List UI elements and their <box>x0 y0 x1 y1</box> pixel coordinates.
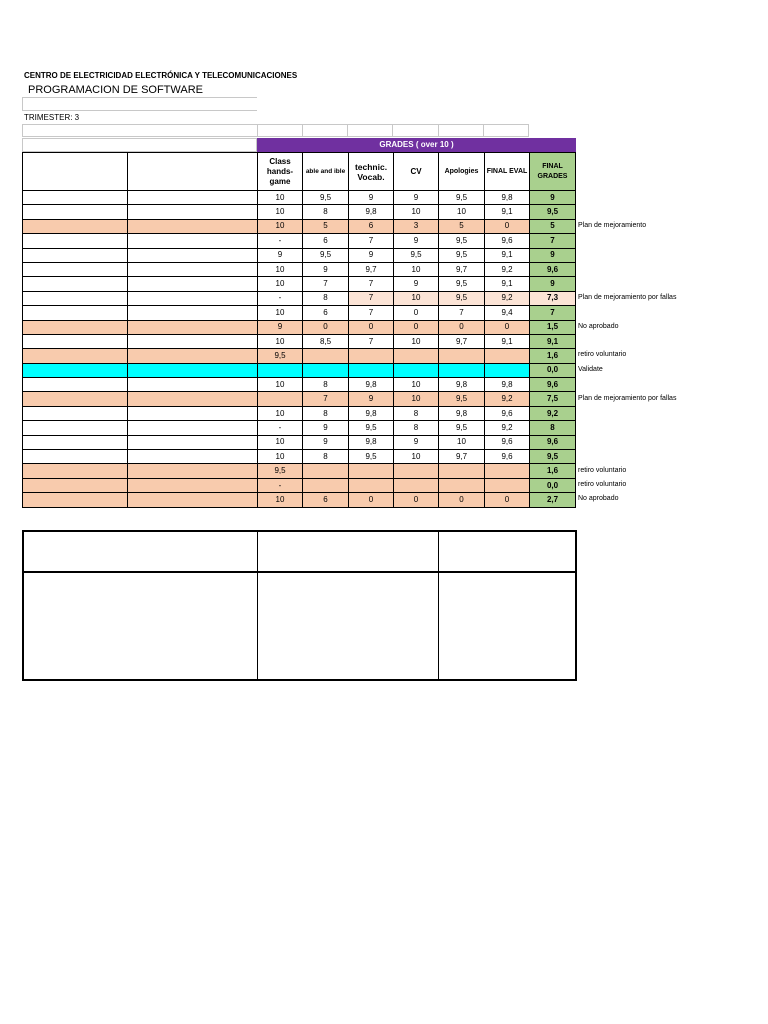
grade-cell: 6 <box>303 306 349 320</box>
grade-cell: 9,8 <box>349 378 394 392</box>
grade-cell: 9,5 <box>303 191 349 205</box>
grade-cell: 8 <box>303 291 349 305</box>
grade-cell: 0 <box>485 493 530 507</box>
grade-cell: 9 <box>258 320 303 334</box>
grade-cell: 10 <box>394 205 439 219</box>
grade-cell <box>349 349 394 363</box>
grade-cell: 9 <box>394 234 439 248</box>
column-header: FINAL EVAL <box>485 153 530 191</box>
grade-cell: 9,5 <box>439 291 485 305</box>
grade-cell: 0 <box>349 493 394 507</box>
grade-cell: 6 <box>303 493 349 507</box>
column-header: CV <box>394 153 439 191</box>
grade-cell: 10 <box>258 334 303 348</box>
grade-cell: 7 <box>349 277 394 291</box>
grade-cell <box>394 349 439 363</box>
student-name-cell <box>23 392 128 406</box>
grade-cell: 9,2 <box>485 262 530 276</box>
student-id-cell <box>128 320 258 334</box>
grade-cell: 9 <box>258 248 303 262</box>
final-grade-cell: 9,5 <box>530 450 576 464</box>
student-name-cell <box>23 234 128 248</box>
row-note: No aprobado <box>578 495 619 503</box>
grade-cell: 9,2 <box>485 392 530 406</box>
final-grade-cell: 8 <box>530 421 576 435</box>
student-id-cell <box>128 248 258 262</box>
table-row <box>23 277 576 291</box>
final-grade-cell: 7 <box>530 306 576 320</box>
student-name-cell <box>23 262 128 276</box>
grade-cell: 0 <box>485 320 530 334</box>
grade-cell: 9,2 <box>485 291 530 305</box>
student-name-cell <box>23 493 128 507</box>
final-grade-cell: 7,5 <box>530 392 576 406</box>
grade-cell: 9 <box>349 248 394 262</box>
table-row <box>23 493 576 507</box>
box-divider <box>24 571 575 573</box>
grade-cell <box>439 478 485 492</box>
student-id-cell <box>128 378 258 392</box>
grade-cell: 9 <box>349 392 394 406</box>
grade-cell <box>485 478 530 492</box>
table-row <box>23 464 576 478</box>
table-row <box>23 450 576 464</box>
student-id-cell <box>128 392 258 406</box>
grade-cell: 3 <box>394 219 439 233</box>
grade-cell: 9,1 <box>485 277 530 291</box>
grade-cell: 0 <box>303 320 349 334</box>
grade-cell: 7 <box>439 306 485 320</box>
student-name-cell <box>23 435 128 449</box>
grade-cell: 10 <box>394 262 439 276</box>
grade-cell: 8 <box>303 205 349 219</box>
grade-cell: 8,5 <box>303 334 349 348</box>
final-grade-cell: 9,6 <box>530 435 576 449</box>
grade-cell: 9,5 <box>349 421 394 435</box>
grade-cell <box>303 349 349 363</box>
final-grade-cell: 9 <box>530 248 576 262</box>
student-id-cell <box>128 349 258 363</box>
student-name-cell <box>23 334 128 348</box>
student-name-cell <box>23 320 128 334</box>
grade-cell: 9,8 <box>485 191 530 205</box>
grades-table <box>22 152 576 508</box>
grade-cell: 8 <box>394 406 439 420</box>
grade-cell: 9,1 <box>485 248 530 262</box>
grade-cell: 10 <box>394 378 439 392</box>
grade-cell: 8 <box>303 450 349 464</box>
program-title: PROGRAMACION DE SOFTWARE <box>28 84 203 96</box>
grade-cell: 9,2 <box>485 421 530 435</box>
row-note: retiro voluntario <box>578 351 627 359</box>
box-divider <box>438 532 439 679</box>
grade-cell: 10 <box>439 435 485 449</box>
grade-cell: 9,8 <box>349 205 394 219</box>
student-name-cell <box>23 306 128 320</box>
student-name-cell <box>23 191 128 205</box>
final-grade-cell: 9,5 <box>530 205 576 219</box>
grade-cell: 9,7 <box>439 334 485 348</box>
final-grade-cell: 0,0 <box>530 478 576 492</box>
grade-cell: 9,5 <box>258 464 303 478</box>
table-row <box>23 306 576 320</box>
student-name-cell <box>23 421 128 435</box>
row-note: Plan de mejoramiento <box>578 221 647 229</box>
row-note: retiro voluntario <box>578 466 627 474</box>
row-note: Validate <box>578 365 603 373</box>
grade-cell <box>394 464 439 478</box>
final-grade-cell: 9,1 <box>530 334 576 348</box>
grade-cell: 10 <box>439 205 485 219</box>
student-id-cell <box>128 450 258 464</box>
table-row <box>23 435 576 449</box>
grade-cell: - <box>258 478 303 492</box>
column-header: FINAL GRADES <box>530 153 576 191</box>
grade-cell: 10 <box>394 392 439 406</box>
grade-cell: 10 <box>258 450 303 464</box>
grade-cell: 9 <box>349 191 394 205</box>
grade-cell <box>303 363 349 377</box>
grade-cell: 0 <box>394 493 439 507</box>
header-divider <box>22 97 257 98</box>
grade-cell <box>303 478 349 492</box>
grade-cell: 9,6 <box>485 234 530 248</box>
grade-cell: 10 <box>258 378 303 392</box>
grade-cell: 9,5 <box>439 234 485 248</box>
column-header-row <box>23 153 576 191</box>
box-divider <box>257 532 258 679</box>
student-id-cell <box>128 277 258 291</box>
grade-cell: 9,6 <box>485 450 530 464</box>
final-grade-cell: 9,2 <box>530 406 576 420</box>
final-grade-cell: 1,6 <box>530 464 576 478</box>
grade-cell: 10 <box>394 334 439 348</box>
grade-cell: 7 <box>303 277 349 291</box>
student-id-cell <box>128 493 258 507</box>
final-grade-cell: 7,3 <box>530 291 576 305</box>
student-name-cell <box>23 478 128 492</box>
column-header: Apologies <box>439 153 485 191</box>
table-row <box>23 219 576 233</box>
student-id-header <box>128 153 258 191</box>
grade-cell <box>439 464 485 478</box>
grade-cell: 10 <box>258 435 303 449</box>
grade-cell: 9,1 <box>485 334 530 348</box>
student-name-cell <box>23 291 128 305</box>
grade-cell: 9,5 <box>439 248 485 262</box>
final-grade-cell: 2,7 <box>530 493 576 507</box>
grade-cell: 9 <box>303 421 349 435</box>
student-id-cell <box>128 219 258 233</box>
grade-cell: 9 <box>394 435 439 449</box>
grade-cell: 9 <box>394 191 439 205</box>
table-row <box>23 248 576 262</box>
header-divider <box>22 110 257 111</box>
grade-cell: 10 <box>258 493 303 507</box>
grade-cell <box>485 349 530 363</box>
grade-cell: 10 <box>394 291 439 305</box>
table-row <box>23 291 576 305</box>
grade-cell: 9,7 <box>439 262 485 276</box>
student-name-cell <box>23 205 128 219</box>
table-row <box>23 378 576 392</box>
grade-cell: 9,4 <box>485 306 530 320</box>
student-id-cell <box>128 306 258 320</box>
grade-cell: 9,5 <box>303 248 349 262</box>
grade-cell: - <box>258 291 303 305</box>
grade-cell: 9,7 <box>349 262 394 276</box>
table-row <box>23 334 576 348</box>
student-id-cell <box>128 435 258 449</box>
student-name-cell <box>23 219 128 233</box>
grade-cell: 8 <box>303 406 349 420</box>
student-id-cell <box>128 291 258 305</box>
grade-cell: 10 <box>258 219 303 233</box>
grade-cell: 10 <box>258 277 303 291</box>
student-id-cell <box>128 464 258 478</box>
empty-header-cell <box>22 138 257 152</box>
grade-cell <box>349 363 394 377</box>
grade-cell: 0 <box>485 219 530 233</box>
grade-cell <box>394 363 439 377</box>
grade-cell: 8 <box>394 421 439 435</box>
grade-cell: 5 <box>303 219 349 233</box>
student-id-cell <box>128 406 258 420</box>
grade-cell: 9,8 <box>349 406 394 420</box>
table-row <box>23 234 576 248</box>
grade-cell: 9,8 <box>439 378 485 392</box>
grade-cell: 9,5 <box>439 392 485 406</box>
grade-cell: 9,6 <box>485 435 530 449</box>
grade-cell: 10 <box>394 450 439 464</box>
grade-cell: 9,5 <box>258 349 303 363</box>
grade-cell <box>439 349 485 363</box>
grade-cell: 0 <box>439 320 485 334</box>
grade-cell: 0 <box>439 493 485 507</box>
grade-cell <box>394 478 439 492</box>
grade-cell: 10 <box>258 262 303 276</box>
table-row <box>23 205 576 219</box>
grade-cell: 9,5 <box>394 248 439 262</box>
final-grade-cell: 7 <box>530 234 576 248</box>
grade-cell: 0 <box>394 306 439 320</box>
empty-header-row <box>22 124 529 137</box>
student-id-cell <box>128 334 258 348</box>
signature-box <box>22 530 577 681</box>
table-row <box>23 392 576 406</box>
grade-cell: 5 <box>439 219 485 233</box>
grade-cell: - <box>258 421 303 435</box>
row-note: Plan de mejoramiento por fallas <box>578 293 677 301</box>
final-grade-cell: 9 <box>530 277 576 291</box>
grade-cell: 10 <box>258 205 303 219</box>
student-id-cell <box>128 478 258 492</box>
grade-cell: - <box>258 234 303 248</box>
student-name-cell <box>23 248 128 262</box>
table-row <box>23 478 576 492</box>
student-id-cell <box>128 191 258 205</box>
student-id-cell <box>128 262 258 276</box>
grade-cell: 9 <box>303 435 349 449</box>
table-row <box>23 191 576 205</box>
grade-cell: 9,5 <box>439 421 485 435</box>
final-grade-cell: 9,6 <box>530 262 576 276</box>
student-id-cell <box>128 421 258 435</box>
grade-cell: 9,7 <box>439 450 485 464</box>
final-grade-cell: 9 <box>530 191 576 205</box>
row-note: retiro voluntario <box>578 481 627 488</box>
institution-title: CENTRO DE ELECTRICIDAD ELECTRÓNICA Y TELECOMUNICACIONES <box>24 71 298 80</box>
student-id-cell <box>128 363 258 377</box>
grade-cell: 7 <box>349 234 394 248</box>
column-header: technic. Vocab. <box>349 153 394 191</box>
student-id-cell <box>128 205 258 219</box>
grade-cell <box>349 464 394 478</box>
grade-cell: 10 <box>258 406 303 420</box>
grade-cell: 10 <box>258 306 303 320</box>
table-row <box>23 262 576 276</box>
grade-cell <box>485 464 530 478</box>
grade-cell: 9 <box>303 262 349 276</box>
grade-cell: 9,8 <box>439 406 485 420</box>
table-row <box>23 363 576 377</box>
student-name-header <box>23 153 128 191</box>
grade-cell: 9,1 <box>485 205 530 219</box>
row-note: No aprobado <box>578 322 619 330</box>
student-name-cell <box>23 277 128 291</box>
grade-cell: 0 <box>349 320 394 334</box>
table-row <box>23 349 576 363</box>
grade-cell: 7 <box>349 334 394 348</box>
table-row <box>23 406 576 420</box>
grade-cell: 9,8 <box>485 378 530 392</box>
column-header: able and ible <box>303 153 349 191</box>
grade-cell: 7 <box>303 392 349 406</box>
grade-cell <box>485 363 530 377</box>
grade-cell: 9 <box>394 277 439 291</box>
grade-cell <box>439 363 485 377</box>
header-divider-vertical <box>22 97 23 111</box>
final-grade-cell: 1,6 <box>530 349 576 363</box>
table-row <box>23 320 576 334</box>
final-grade-cell: 0,0 <box>530 363 576 377</box>
grade-cell: 6 <box>349 219 394 233</box>
grade-cell: 9,6 <box>485 406 530 420</box>
final-grade-cell: 5 <box>530 219 576 233</box>
grade-cell <box>258 392 303 406</box>
final-grade-cell: 1,5 <box>530 320 576 334</box>
grade-cell: 6 <box>303 234 349 248</box>
grade-cell: 7 <box>349 291 394 305</box>
trimester-label: TRIMESTER: 3 <box>24 113 80 122</box>
column-header: Class hands-game <box>258 153 303 191</box>
student-name-cell <box>23 349 128 363</box>
grade-cell <box>258 363 303 377</box>
student-name-cell <box>23 464 128 478</box>
grade-cell: 9,8 <box>349 435 394 449</box>
grade-cell: 10 <box>258 191 303 205</box>
grade-cell <box>349 478 394 492</box>
grade-cell: 0 <box>394 320 439 334</box>
student-name-cell <box>23 450 128 464</box>
student-name-cell <box>23 378 128 392</box>
grade-cell: 9,5 <box>439 277 485 291</box>
final-grade-cell: 9,6 <box>530 378 576 392</box>
grade-cell: 9,5 <box>439 191 485 205</box>
row-note: Plan de mejoramiento por fallas <box>578 394 677 402</box>
grade-cell: 9,5 <box>349 450 394 464</box>
grades-header-band: GRADES ( over 10 ) <box>257 138 576 152</box>
grade-cell: 7 <box>349 306 394 320</box>
student-name-cell <box>23 406 128 420</box>
grade-cell <box>303 464 349 478</box>
table-row <box>23 421 576 435</box>
student-id-cell <box>128 234 258 248</box>
grade-cell: 8 <box>303 378 349 392</box>
student-name-cell <box>23 363 128 377</box>
